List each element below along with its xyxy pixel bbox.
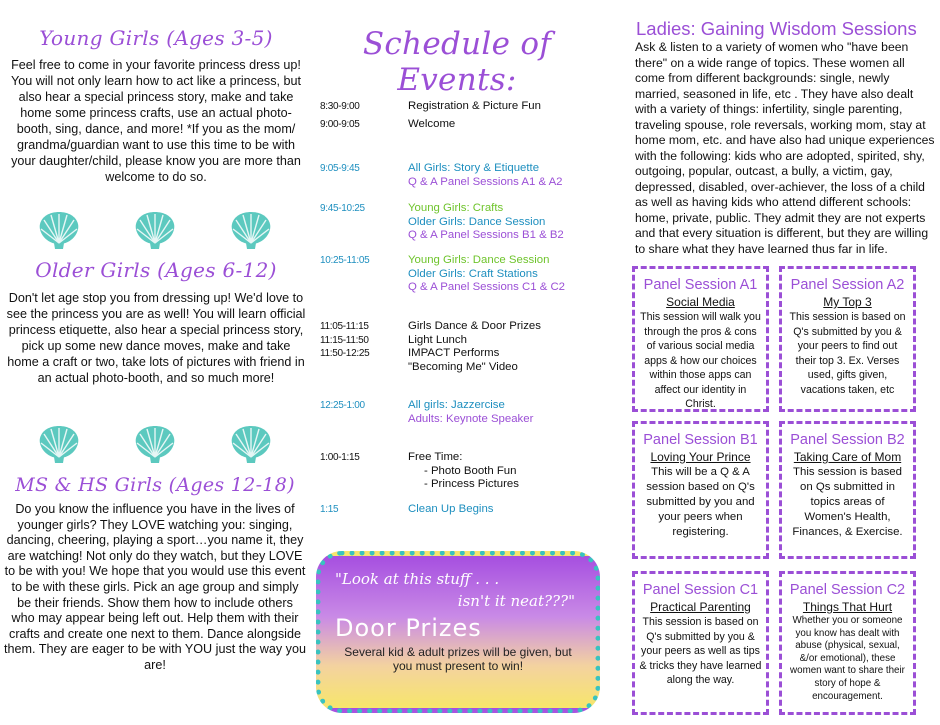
panel-title: Panel Session A2 <box>790 277 905 293</box>
door-quote-line-2: isn't it neat???" <box>457 592 575 610</box>
schedule-event <box>320 162 620 189</box>
event-time: 9:05-9:45 <box>320 163 360 174</box>
event-line: IMPACT Performs <box>408 347 500 360</box>
event-line: Q & A Panel Sessions B1 & B2 <box>408 229 564 242</box>
seashell-icon <box>36 210 82 250</box>
door-prizes-box <box>316 551 600 713</box>
seashell-icon <box>228 210 274 250</box>
panel-subtitle: Taking Care of Mom <box>793 450 902 464</box>
panel-title: Panel Session A1 <box>643 277 758 293</box>
schedule-event <box>320 202 620 243</box>
event-line: Welcome <box>408 118 456 130</box>
panel-title: Panel Session B1 <box>643 432 758 448</box>
panel-c1 <box>632 571 769 715</box>
event-line: Free Time: <box>408 451 463 463</box>
panel-title: Panel Session C2 <box>789 582 906 598</box>
panel-b2 <box>779 421 916 559</box>
event-time: 1:00-1:15 <box>320 452 360 463</box>
shell-row-1 <box>0 210 310 250</box>
schedule-event <box>320 100 620 114</box>
schedule-event <box>320 118 620 132</box>
schedule-event <box>320 399 620 426</box>
event-time: 10:25-11:05 <box>320 255 370 266</box>
older-girls-title: Older Girls (Ages 6-12) <box>35 258 277 282</box>
event-line: Q & A Panel Sessions C1 & C2 <box>408 281 566 294</box>
ladies-column <box>632 0 940 725</box>
event-line: Light Lunch <box>408 333 467 346</box>
ms-hs-girls-section <box>4 474 306 674</box>
schedule-event <box>320 503 620 517</box>
older-girls-text: Don't let age stop you from dressing up! We'd love to see the princess you are as well! You will learn official princess etiquette, also hear a special princess story, pick up some new dance moves, make and take home a craft or two, take lots of pictures with friend in an actual photo-booth, and so much more! <box>6 291 306 385</box>
event-line: Clean Up Begins <box>408 503 494 515</box>
event-line: All girls: Jazzercise <box>408 399 505 411</box>
event-time: 11:05-11:15 <box>320 321 369 332</box>
event-line: - Photo Booth Fun <box>424 464 517 477</box>
door-quote-line-1: "Look at this stuff . . . <box>335 570 500 588</box>
schedule-column <box>312 0 630 725</box>
event-line: - Princess Pictures <box>424 478 519 491</box>
young-girls-text: Feel free to come in your favorite princess dress up! You will not only learn how to act like a princess, but also hear a special princess story, make and take home some princess crafts, use an actual photo-booth, sing, dance, and more! *If you as the mom/ grandma/guardian want to use this time to be with your daughter/child, please know you are more than welcome to do so. <box>10 58 302 184</box>
event-line: All Girls: Story & Etiquette <box>408 162 540 174</box>
panel-subtitle: Things That Hurt <box>802 600 893 614</box>
event-line: Young Girls: Dance Session <box>408 254 550 266</box>
schedule-event <box>320 254 620 295</box>
event-line: Registration & Picture Fun <box>408 100 541 112</box>
panel-text: This will be a Q & A session based on Q's submitted by you and your peers when registering. <box>646 466 755 538</box>
door-prizes-quote <box>335 568 581 612</box>
panel-title: Panel Session C1 <box>642 582 759 598</box>
panel-subtitle: Social Media <box>666 295 735 309</box>
event-time: 12:25-1:00 <box>320 400 365 411</box>
panel-subtitle: Loving Your Prince <box>650 450 751 464</box>
event-time: 11:15-11:50 <box>320 334 369 346</box>
panel-text: Whether you or someone you know has dealt with abuse (physical, sexual, &/or emotional), these women want to share their story of hope & encouragement. <box>790 615 905 702</box>
panel-a2 <box>779 266 916 412</box>
event-time: 9:45-10:25 <box>320 203 365 214</box>
schedule-event <box>320 451 620 492</box>
event-time: 11:50-12:25 <box>320 348 370 360</box>
event-line: Older Girls: Craft Stations <box>408 267 538 280</box>
older-girls-section <box>6 258 306 386</box>
event-line: Young Girls: Crafts <box>408 202 504 214</box>
event-time: 8:30-9:00 <box>320 101 360 112</box>
seashell-icon <box>132 424 178 464</box>
shell-row-2 <box>0 424 310 464</box>
schedule-event <box>320 320 620 374</box>
panel-c2 <box>779 571 916 715</box>
young-girls-section <box>6 26 306 185</box>
event-line: Adults: Keynote Speaker <box>408 412 534 425</box>
ladies-title: Ladies: Gaining Wisdom Sessions <box>636 18 917 39</box>
panel-text: This session will walk you through the pros & cons of various social media apps & how our choices within those apps can affect our identity in Christ. <box>640 311 761 410</box>
door-prizes-title: Door Prizes <box>335 614 482 642</box>
young-girls-title: Young Girls (Ages 3-5) <box>39 26 273 50</box>
event-line: Girls Dance & Door Prizes <box>408 320 541 332</box>
panel-text: This session is based on Qs submitted in topics areas of Women's Health, Finances, & Exercise. <box>792 466 903 538</box>
panel-text: This session is based on Q's submitted by you & your peers to find out their top 3. Ex. Verses used, gifts given, vacations taken, etc <box>789 311 906 396</box>
event-time: 9:00-9:05 <box>320 119 360 130</box>
seashell-icon <box>36 424 82 464</box>
panel-subtitle: Practical Parenting <box>650 600 751 614</box>
ladies-text: Ask & listen to a variety of women who "have been there" on a wide range of topics. These women all come from different backgrounds: single, newly married, seasoned in life, etc . They have also dealt with a variety of things: infertility, single parenting, traveling spouse, role reversals, working mom, stay at home mom, etc. and have also had unique experiences with the following: kids who are adopted, spirited, shy, outgoing, popular, outcast, a bully, a victim, gay, depressed, disabled, over-achiever, the loss of a child as well as having kids who attend different schools: home, private, public. They admit they are not experts and that every situation is different, but they are willing to share what they have learned thus far in life. <box>635 40 935 256</box>
panel-title: Panel Session B2 <box>790 432 905 448</box>
schedule-title: Schedule of Events: <box>362 26 552 98</box>
panel-text: This session is based on Q's submitted by you & your peers as well as tips & tricks they have learned along the way. <box>639 616 762 686</box>
event-line: Q & A Panel Sessions A1 & A2 <box>408 175 563 188</box>
ms-hs-girls-title: MS & HS Girls (Ages 12-18) <box>15 474 295 496</box>
door-prizes-text: Several kid & adult prizes will be given, but you must present to win! <box>344 645 572 673</box>
panel-subtitle: My Top 3 <box>823 295 872 309</box>
seashell-icon <box>132 210 178 250</box>
event-line: Older Girls: Dance Session <box>408 215 546 228</box>
event-time: 1:15 <box>320 504 339 515</box>
panel-b1 <box>632 421 769 559</box>
seashell-icon <box>228 424 274 464</box>
panel-a1 <box>632 266 769 412</box>
event-line: "Becoming Me" Video <box>408 360 518 373</box>
ms-hs-girls-text: Do you know the influence you have in the lives of younger girls? They LOVE watching you: singing, dancing, cheering, playing a sport…you name it, they are watching! Not only do they watch, but they LOVE to be with you! We hope that you would use this event to be with these girls. Pick an age group and simply be their friends. Show them how to include others who may appear being left out. Help them with their crafts and create one next to them. Dance alongside them. They are eager to be with YOU just the way you are! <box>4 502 306 672</box>
